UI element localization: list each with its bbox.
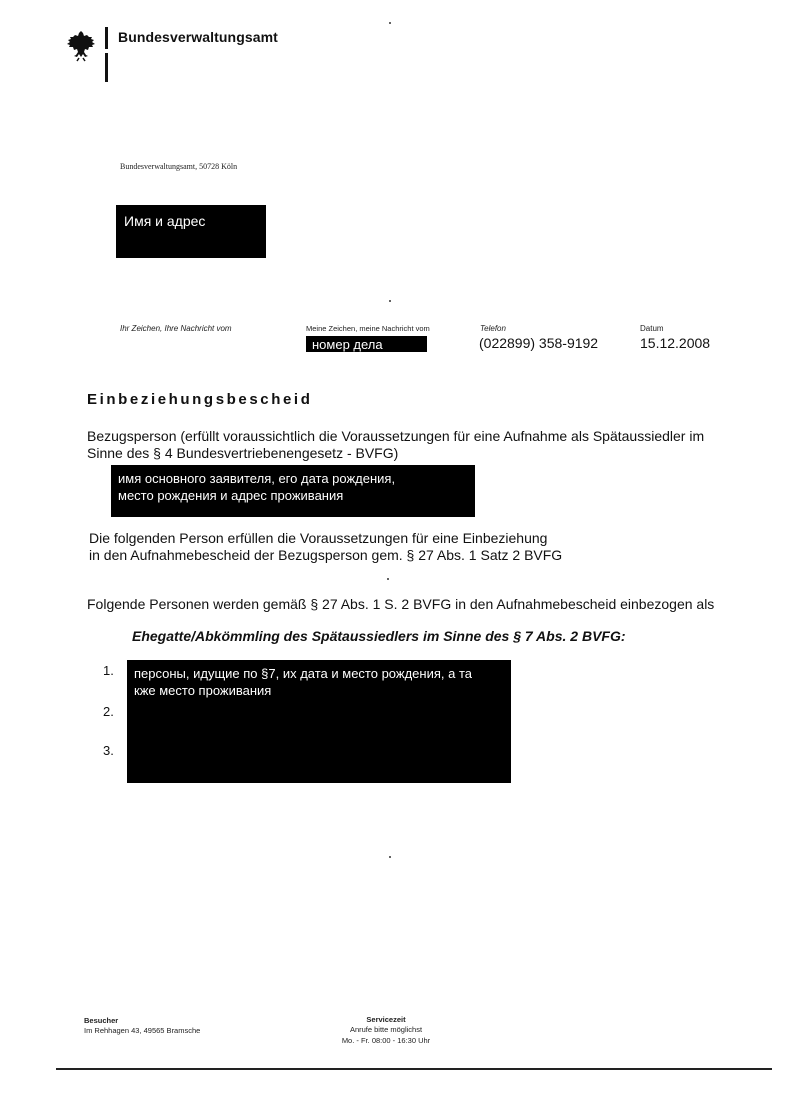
included-persons-redaction [127, 660, 511, 783]
service-line-2: Mo. - Fr. 08:00 - 16:30 Uhr [341, 1036, 431, 1045]
federal-eagle-icon [66, 28, 96, 62]
reference-person-line-1: Bezugsperson (erfüllt voraussichtlich die Voraussetzungen für eine Aufnahme als Spätaussiedler im [87, 428, 705, 444]
main-applicant-redaction [111, 465, 475, 517]
scan-speck [389, 856, 391, 858]
list-number-3: 3. [103, 743, 114, 758]
date-label: Datum [640, 324, 664, 333]
list-number-2: 2. [103, 704, 114, 719]
case-number-redaction-text: номер дела [312, 337, 383, 352]
main-applicant-redaction-line-1: имя основного заявителя, его дата рождения, [118, 471, 396, 486]
included-persons-redaction-line-1: персоны, идущие по §7, их дата и место рождения, а та [134, 666, 472, 681]
recipient-redaction-text: Имя и адрес [124, 213, 206, 229]
scan-speck [387, 578, 389, 580]
phone-label: Telefon [480, 324, 506, 333]
scan-speck [389, 300, 391, 302]
letterhead-bar-lower [105, 53, 108, 82]
visitors-address: Im Rehhagen 43, 49565 Bramsche [84, 1026, 201, 1035]
list-number-1: 1. [103, 663, 114, 678]
agency-name: Bundesverwaltungsamt [118, 29, 278, 45]
visitors-label: Besucher [84, 1016, 119, 1025]
recipient-redaction [116, 205, 266, 258]
letterhead-bar-upper [105, 27, 108, 49]
included-persons-line: Folgende Personen werden gemäß § 27 Abs. 1 S. 2 BVFG in den Aufnahmebescheid einbezogen als [87, 596, 715, 612]
following-persons-line-2: in den Aufnahmebescheid der Bezugsperson gem. § 27 Abs. 1 Satz 2 BVFG [89, 547, 563, 563]
page-bottom-rule [56, 1068, 772, 1070]
date-value: 15.12.2008 [640, 335, 711, 351]
document-title: Einbeziehungsbescheid [87, 391, 313, 408]
scan-speck [389, 22, 391, 24]
main-applicant-redaction-line-2: место рождения и адрес проживания [118, 488, 344, 503]
your-reference-label: Ihr Zeichen, Ihre Nachricht vom [120, 324, 232, 333]
reference-person-line-2: Sinne des § 4 Bundesvertriebenengesetz - BVFG) [87, 445, 399, 461]
service-line-1: Anrufe bitte möglichst [349, 1025, 423, 1034]
our-reference-label: Meine Zeichen, meine Nachricht vom [306, 324, 430, 333]
following-persons-line-1: Die folgenden Person erfüllen die Voraussetzungen für eine Einbeziehung [89, 530, 548, 546]
included-persons-redaction-line-2: кже место проживания [134, 683, 272, 698]
sender-line: Bundesverwaltungsamt, 50728 Köln [120, 162, 238, 171]
relationship-subheading: Ehegatte/Abkömmling des Spätaussiedlers im Sinne des § 7 Abs. 2 BVFG: [132, 628, 626, 644]
service-label: Servicezeit [366, 1015, 406, 1024]
case-number-redaction [306, 336, 427, 352]
phone-value: (022899) 358-9192 [479, 335, 599, 351]
